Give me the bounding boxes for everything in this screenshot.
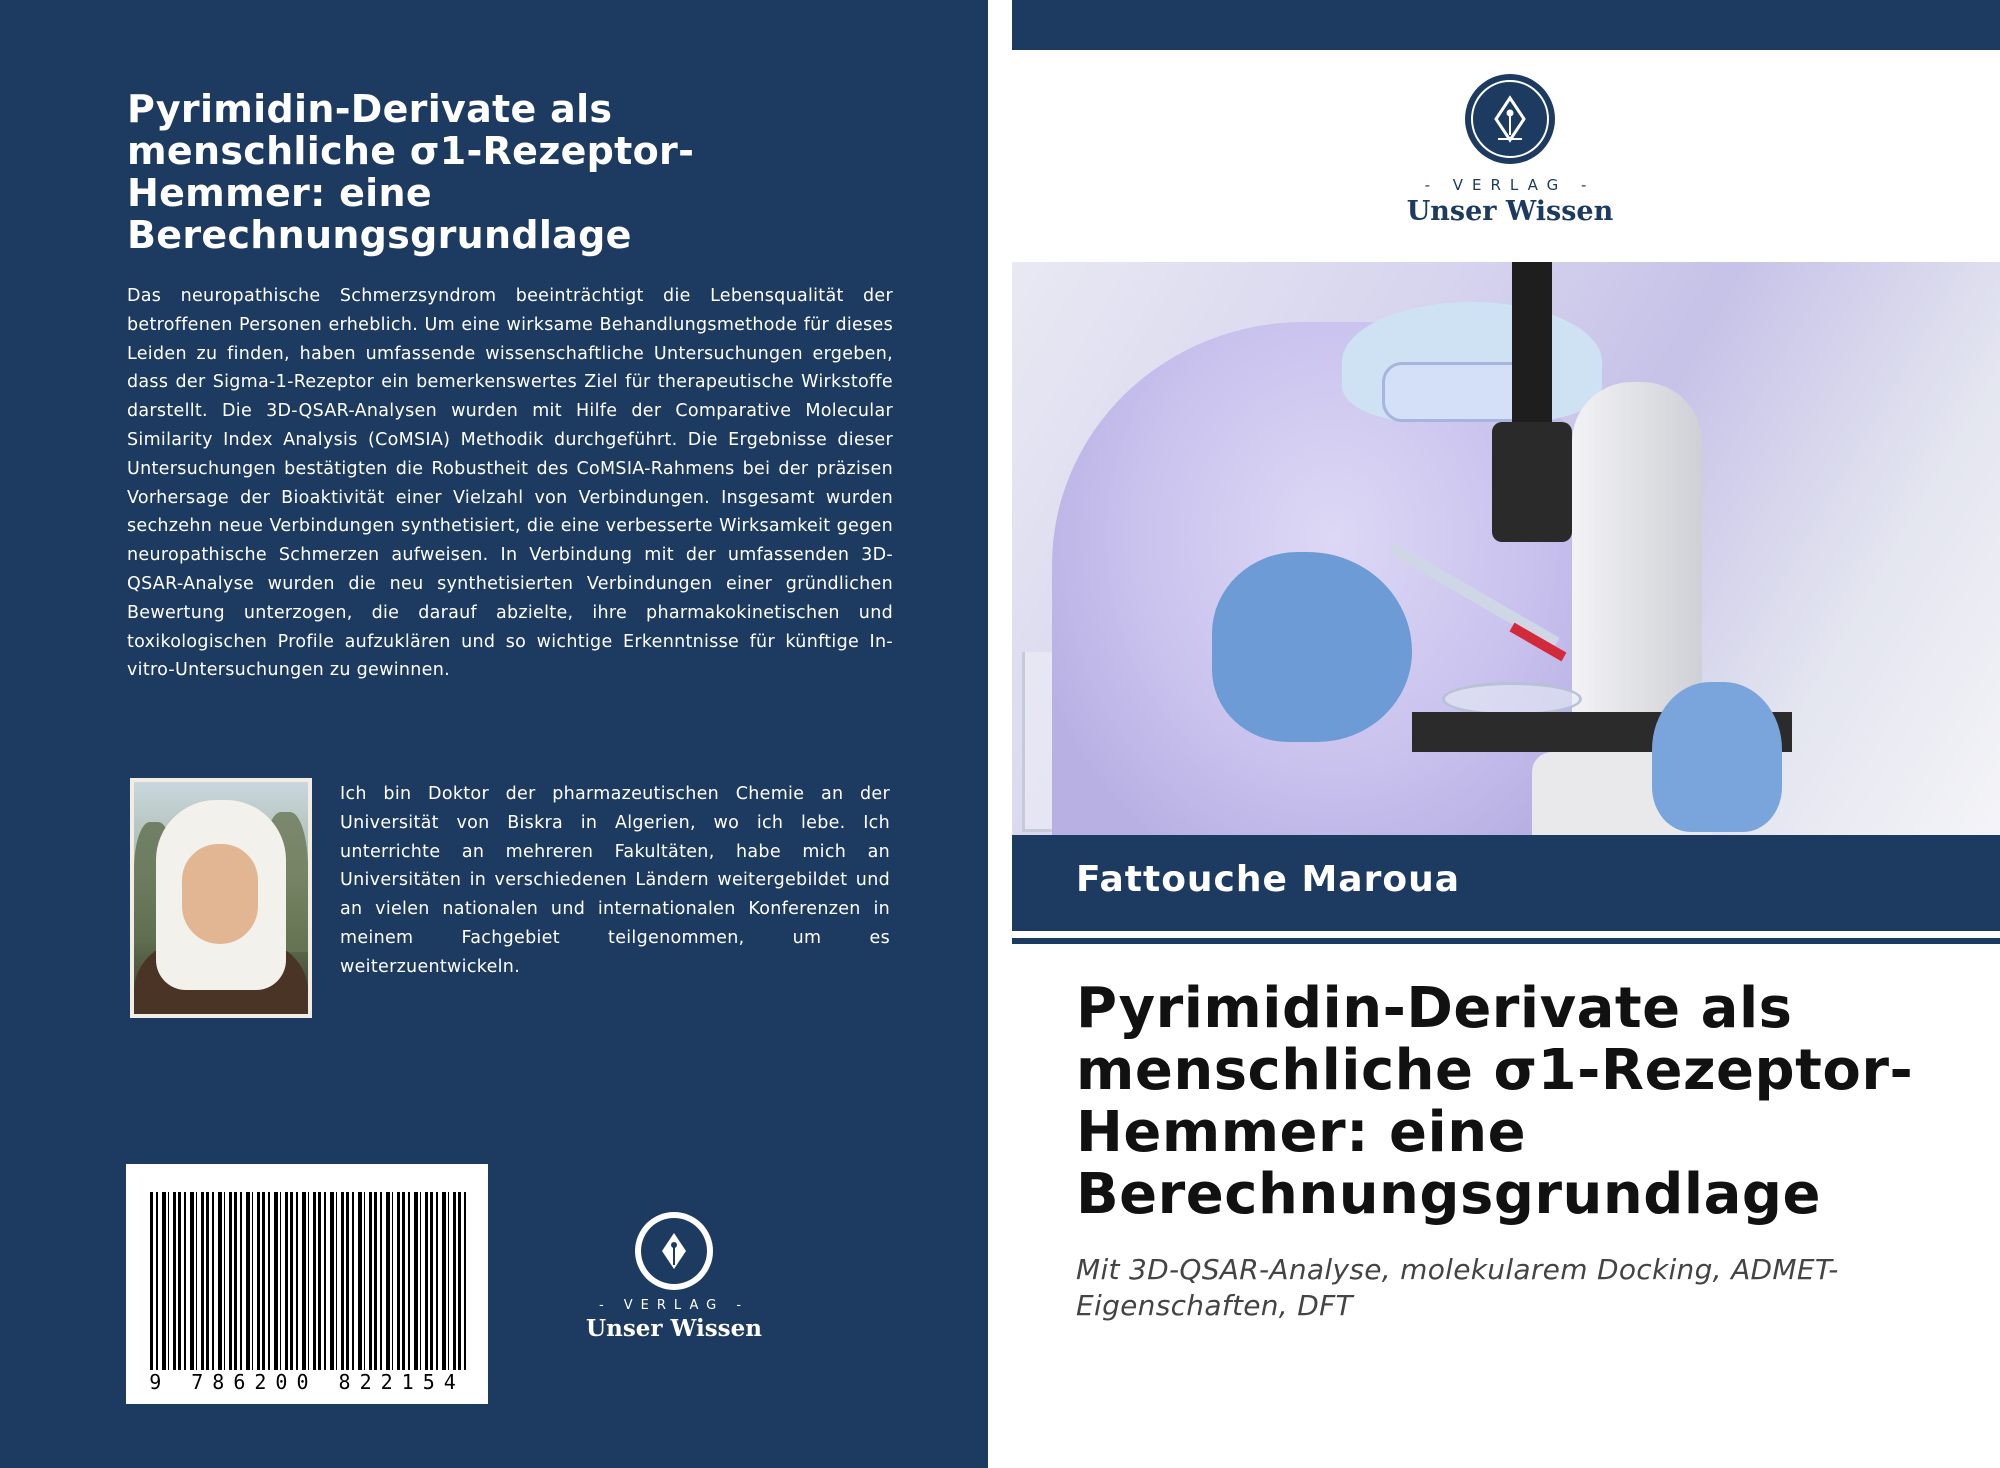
front-title-line: Berechnungsgrundlage: [1076, 1162, 1821, 1227]
back-title-line: Hemmer: eine: [127, 171, 432, 215]
back-cover-title: [127, 88, 747, 256]
cover-photo-lab-microscope: [1012, 262, 2000, 835]
isbn-barcode: [126, 1164, 488, 1404]
back-cover: [0, 0, 988, 1468]
back-title-line: menschliche σ1-Rezeptor-: [127, 129, 695, 173]
book-blurb: Das neuropathische Schmerzsyndrom beeinträchtigt die Lebensqualität der betroffenen Personen erheblich. Um eine wirksame Behandlungsmethode für dieses Leiden zu finden, haben umfassende wissenschaftliche Untersuchungen ergeben, dass der Sigma-1-Rezeptor ein bemerkenswertes Ziel für therapeutische Wirkstoffe darstellt. Die 3D-QSAR-Analysen wurden mit Hilfe der Comparative Molecular Similarity Index Analysis (CoMSIA) Methodik durchgeführt. Die Ergebnisse dieser Untersuchungen bestätigten die Robustheit des CoMSIA-Rahmens bei der präzisen Vorhersage der Bioaktivität einer Vielzahl von Verbindungen. Insgesamt wurden sechzehn neue Verbindungen synthetisiert, die eine verbesserte Wirksamkeit gegen neuropathische Schmerzen aufweisen. In Verbindung mit der umfassenden 3D-QSAR-Analyse wurden die neu synthetisierten Verbindungen einer gründlichen Bewertung unterzogen, die darauf abzielte, ihre pharmakokinetischen und toxikologischen Profile aufzuklären und so wichtige Erkenntnisse für künftige In-vitro-Untersuchungen zu gewinnen.: [127, 286, 893, 681]
spine-gap: [988, 0, 1012, 1468]
publisher-verlag-label: - VERLAG -: [598, 1298, 750, 1313]
book-subtitle: Mit 3D-QSAR-Analyse, molekularem Docking, ADMET-Eigenschaften, DFT: [1076, 1253, 1839, 1322]
divider-rule: [1012, 938, 2000, 944]
top-band: [1012, 0, 2000, 50]
fountain-pen-nib-icon: [1465, 74, 1555, 164]
back-publisher-logo: [584, 1212, 764, 1342]
author-photo: [130, 778, 312, 1018]
front-title-line: Hemmer: eine: [1076, 1100, 1527, 1165]
back-title-line: Berechnungsgrundlage: [127, 213, 632, 257]
publisher-verlag-label: - VERLAG -: [1424, 176, 1596, 194]
barcode-bars: [150, 1192, 466, 1370]
author-band: [1012, 835, 2000, 931]
fountain-pen-nib-icon: [635, 1212, 713, 1290]
front-title-line: Pyrimidin-Derivate als: [1076, 976, 1793, 1041]
author-bio: Ich bin Doktor der pharmazeutischen Chemie an der Universität von Biskra in Algerien, wo ich lebe. Ich unterrichte an mehreren Fakultäten, habe mich an Universitäten in verschiedenen Ländern weitergebildet und an vielen nationalen und internationalen Konferenzen in meinem Fachgebiet teilgenommen, um es weiterzuentwickeln.: [340, 784, 890, 977]
front-title-line: menschliche σ1-Rezeptor-: [1076, 1038, 1914, 1103]
author-name: Fattouche Maroua: [1076, 859, 1460, 900]
back-title-line: Pyrimidin-Derivate als: [127, 87, 613, 131]
front-cover: [1012, 0, 2000, 1468]
front-cover-title: [1076, 978, 1976, 1226]
publisher-name: Unser Wissen: [1406, 196, 1614, 227]
barcode-digits: 9 786200 822154: [130, 1370, 484, 1394]
front-publisher-logo: [1380, 74, 1640, 227]
publisher-name: Unser Wissen: [586, 1315, 762, 1342]
